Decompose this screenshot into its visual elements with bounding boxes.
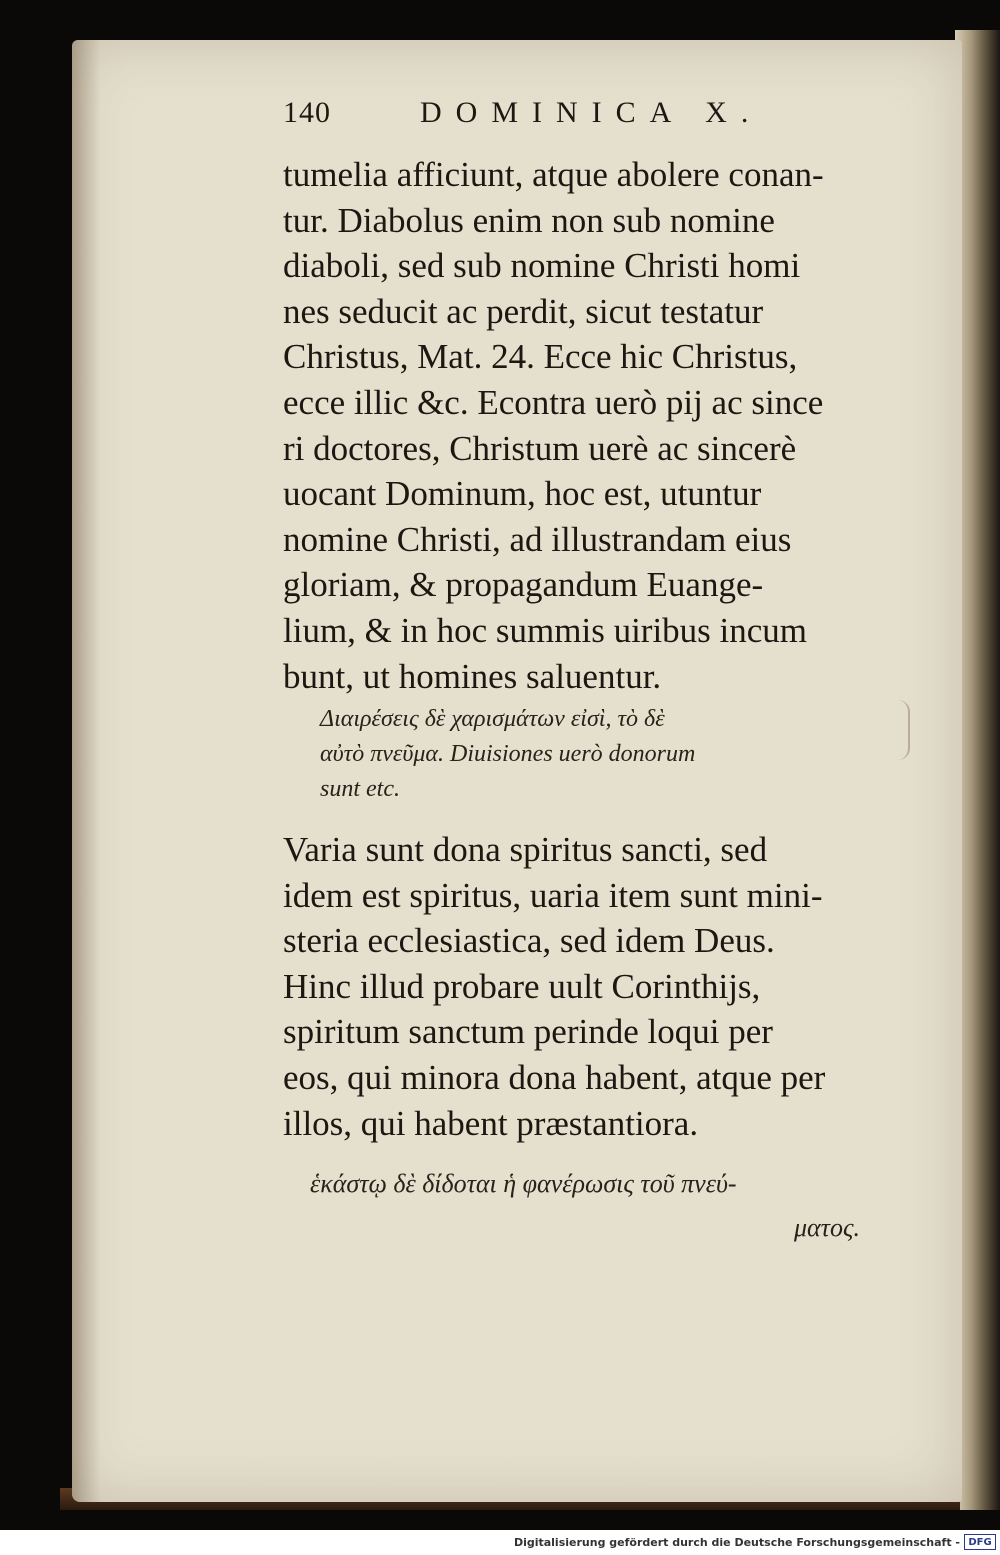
text-line: tumelia afficiunt, atque abolere conan- <box>283 155 824 194</box>
text-line: Varia sunt dona spiritus sancti, sed <box>283 830 768 869</box>
text-line: uocant Dominum, hoc est, utuntur <box>283 474 762 514</box>
margin-mark <box>898 700 910 760</box>
paragraph-1 <box>283 152 913 699</box>
text-line: lium, & in hoc summis uiribus incum <box>283 610 808 650</box>
text-line: idem est spiritus, uaria item sunt mini- <box>283 875 823 915</box>
page-number: 140 <box>283 96 331 129</box>
text-line: illos, qui habent præstantiora. <box>283 1103 699 1143</box>
text-line: diaboli, sed sub nomine Christi homi <box>283 246 801 286</box>
text-line: ecce illic &c. Econtra uerò pij ac since <box>283 382 824 422</box>
quote-line: ματος. <box>793 1213 860 1242</box>
dfg-logo: DFG <box>964 1534 996 1550</box>
text-line: spiritum sanctum perinde loqui per <box>283 1012 773 1052</box>
text-line: Christus, Mat. 24. Ecce hic Christus, <box>283 337 798 377</box>
text-line: tur. Diabolus enim non sub nomine <box>283 200 775 240</box>
quote-line: αὐτὸ πνεῦμα. Diuisiones uerò donorum <box>320 741 696 767</box>
scripture-quote-2 <box>310 1162 900 1250</box>
text-line: eos, qui minora dona habent, atque per <box>283 1057 826 1097</box>
page-header <box>283 96 903 140</box>
quote-line: Διαιρέσεις δὲ χαρισμάτων εἰσὶ, τὸ δὲ <box>320 706 665 732</box>
text-line: steria ecclesiastica, sed idem Deus. <box>283 921 775 961</box>
paragraph-2 <box>283 827 913 1146</box>
text-line: bunt, ut homines saluentur. <box>283 656 662 696</box>
digitization-footer <box>0 1530 1000 1555</box>
text-line: gloriam, & propagandum Euange- <box>283 565 764 605</box>
quote-line: ἑκάστῳ δὲ δίδοται ἡ φανέρωσις τοῦ πνεύ- <box>310 1169 737 1198</box>
text-line: ri doctores, Christum uerè ac sincerè <box>283 428 797 468</box>
text-line: Hinc illud probare uult Corinthijs, <box>283 966 761 1006</box>
footer-credit: Digitalisierung gefördert durch die Deutsche Forschungsgemeinschaft - <box>513 1536 960 1549</box>
quote-line: sunt etc. <box>320 776 400 802</box>
text-line: nomine Christi, ad illustrandam eius <box>283 519 792 559</box>
scripture-quote-1 <box>320 702 890 807</box>
text-line: nes seducit ac perdit, sicut testatur <box>283 291 764 331</box>
running-title: DOMINICA X. <box>420 96 763 129</box>
